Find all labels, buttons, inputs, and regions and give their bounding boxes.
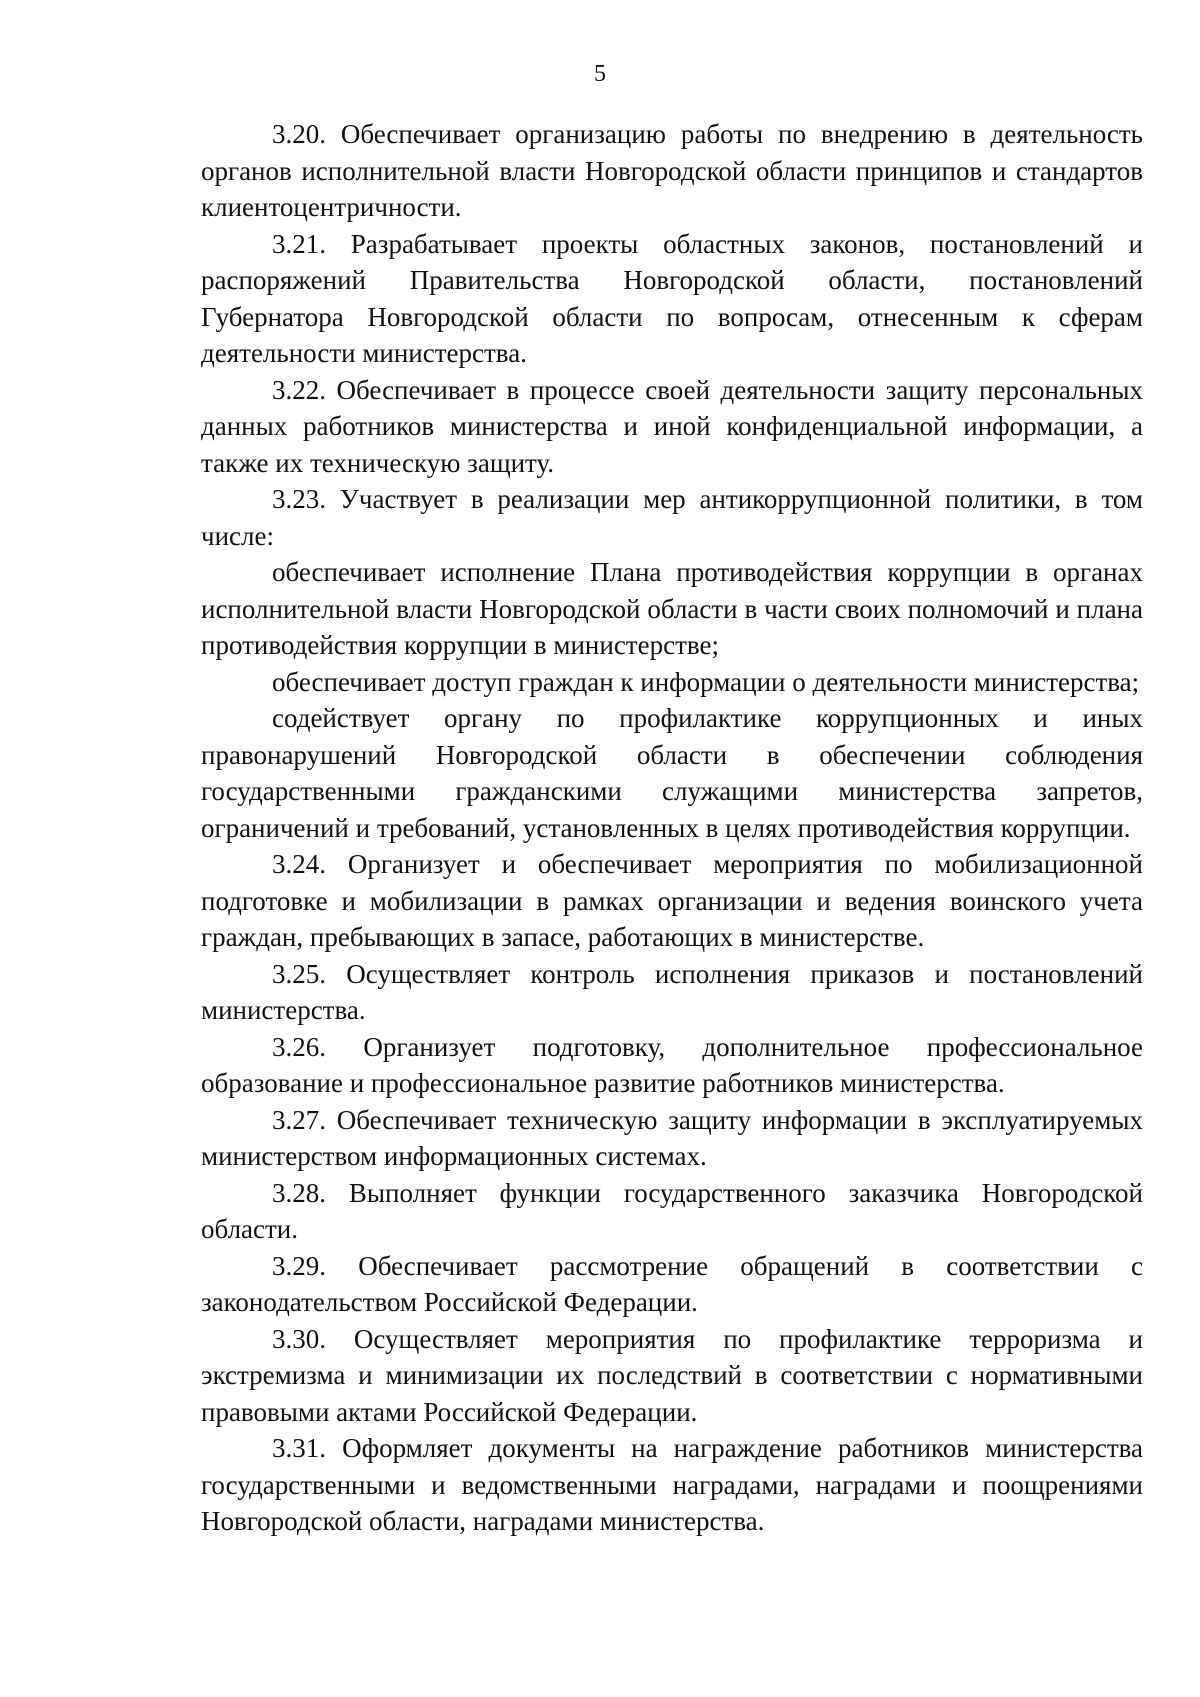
document-body <box>201 116 1143 1540</box>
paragraph-3-25: 3.25. Осуществляет контроль исполнения приказов и постановлений министерства. <box>201 958 1143 1025</box>
paragraph-3-23: 3.23. Участвует в реализации мер антикоррупционной политики, в том числе: <box>201 484 1143 551</box>
paragraph-3-23-item-2: обеспечивает доступ граждан к информации о деятельности министерства; <box>272 666 1140 697</box>
paragraph-3-24: 3.24. Организует и обеспечивает мероприятия по мобилизационной подготовке и мобилизации в рамках организации и ведения воинского учета граждан, пребывающих в запасе, работающих в министерстве. <box>201 849 1143 952</box>
paragraph-3-27: 3.27. Обеспечивает техническую защиту информации в эксплуатируемых министерством информационных системах. <box>201 1104 1143 1171</box>
paragraph-3-28: 3.28. Выполняет функции государственного заказчика Новгородской области. <box>201 1177 1143 1244</box>
paragraph-3-31: 3.31. Оформляет документы на награждение работников министерства государственными и ведомственными наградами, наградами и поощрениями Новгородской области, наградами министерства. <box>201 1433 1143 1536</box>
page-number: 5 <box>594 61 606 87</box>
paragraph-3-21: 3.21. Разрабатывает проекты областных законов, постановлений и распоряжений Правительства Новгородской области, постановлений Губернатора Новгородской области по вопросам, отнесенным к сферам деятельности министерства. <box>201 228 1143 368</box>
paragraph-3-23-item-1: обеспечивает исполнение Плана противодействия коррупции в органах исполнительной власти Новгородской области в части своих полномочий и плана противодействия коррупции в министерстве; <box>201 557 1143 660</box>
paragraph-3-23-item-3: содействует органу по профилактике коррупционных и иных правонарушений Новгородской области в обеспечении соблюдения государственными гражданскими служащими министерства запретов, ограничений и требований, установленных в целях противодействия коррупции. <box>201 703 1143 843</box>
paragraph-3-29: 3.29. Обеспечивает рассмотрение обращений в соответствии с законодательством Российской Федерации. <box>201 1250 1143 1317</box>
paragraph-3-30: 3.30. Осуществляет мероприятия по профилактике терроризма и экстремизма и минимизации их последствий в соответствии с нормативными правовыми актами Российской Федерации. <box>201 1323 1143 1427</box>
paragraph-3-26: 3.26. Организует подготовку, дополнительное профессиональное образование и профессиональное развитие работников министерства. <box>201 1031 1143 1098</box>
paragraph-3-22: 3.22. Обеспечивает в процессе своей деятельности защиту персональных данных работников министерства и иной конфиденциальной информации, а также их техническую защиту. <box>201 374 1143 478</box>
paragraph-3-20: 3.20. Обеспечивает организацию работы по внедрению в деятельность органов исполнительной власти Новгородской области принципов и стандартов клиентоцентричности. <box>201 119 1143 222</box>
